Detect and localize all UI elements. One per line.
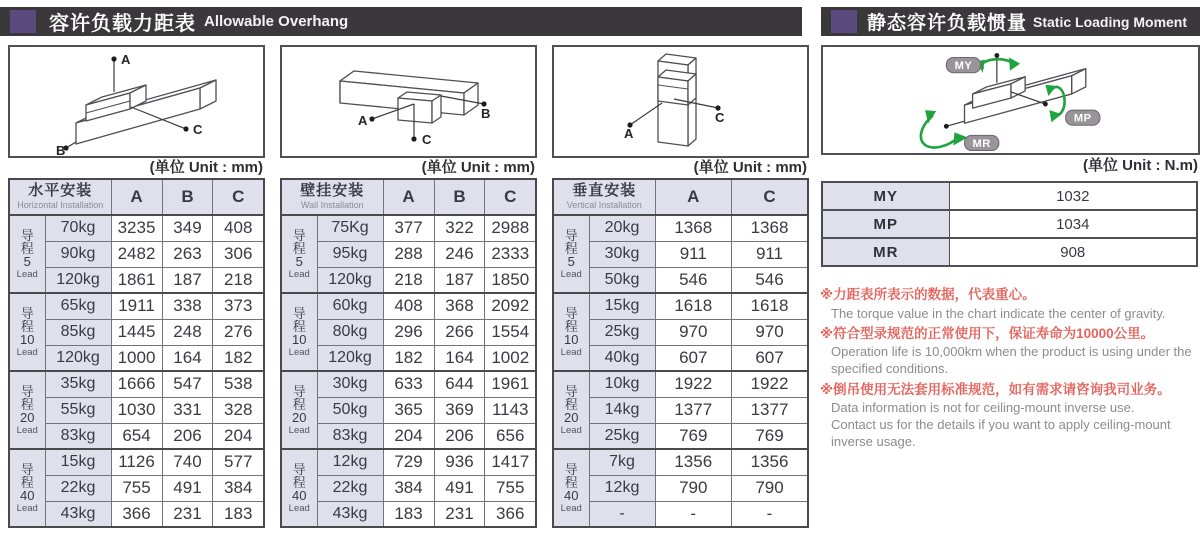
table-row: [553, 319, 808, 345]
weight-cell: 7kg: [589, 449, 655, 475]
weight-cell: 35kg: [45, 371, 111, 397]
table-row: [9, 449, 264, 475]
lead-cell: 导 程 20 Lead: [281, 371, 317, 449]
value-cell: 377: [383, 215, 434, 241]
table-title-cell: 水平安装 Horizontal Installation: [9, 179, 111, 215]
column-header: C: [485, 179, 536, 215]
header-row: [553, 179, 808, 215]
footnote-en: Operation life is 10,000km when the product is using under the: [831, 344, 1192, 360]
value-cell: 491: [162, 475, 213, 501]
lead-cell: 导 程 40 Lead: [553, 449, 589, 527]
point-label-a: A: [358, 113, 368, 128]
table-row: [281, 241, 536, 267]
footnote-zh: ※力距表所表示的数据，代表重心。: [820, 287, 1036, 302]
value-cell: 769: [732, 423, 809, 449]
value-cell: 1377: [655, 397, 731, 423]
weight-cell: 25kg: [589, 423, 655, 449]
value-cell: 231: [434, 501, 485, 527]
moment-value-cell: 1032: [949, 182, 1197, 210]
value-cell: 296: [383, 319, 434, 345]
value-cell: 408: [383, 293, 434, 319]
value-cell: 288: [383, 241, 434, 267]
value-cell: 349: [162, 215, 213, 241]
weight-cell: 83kg: [45, 423, 111, 449]
value-cell: 538: [213, 371, 264, 397]
weight-cell: 10kg: [589, 371, 655, 397]
value-cell: 970: [655, 319, 731, 345]
weight-cell: 12kg: [317, 449, 383, 475]
value-cell: 1377: [732, 397, 809, 423]
value-cell: 276: [213, 319, 264, 345]
section-title-zh: 静态容许负载惯量: [867, 13, 1028, 34]
diagram-static-moment: [821, 45, 1200, 155]
value-cell: 936: [434, 449, 485, 475]
section-title-en: Static Loading Moment: [1033, 13, 1188, 30]
value-cell: 187: [434, 267, 485, 293]
value-cell: 3235: [111, 215, 162, 241]
value-cell: 1445: [111, 319, 162, 345]
section-title-zh: 容许负载力距表: [49, 13, 196, 35]
section-title-en: Allowable Overhang: [204, 13, 349, 30]
value-cell: 970: [732, 319, 809, 345]
lead-cell: 导 程 10 Lead: [9, 293, 45, 371]
value-cell: 1850: [485, 267, 536, 293]
value-cell: 2988: [485, 215, 536, 241]
section-header-moment: [821, 7, 1200, 36]
lead-cell: 导 程 5 Lead: [553, 215, 589, 293]
section-header-overhang: [0, 7, 802, 36]
weight-cell: 20kg: [589, 215, 655, 241]
value-cell: 187: [162, 267, 213, 293]
footnote-zh: ※符合型录规范的正常使用下，保证寿命为10000公里。: [820, 325, 1155, 341]
value-cell: 1417: [485, 449, 536, 475]
value-cell: 384: [213, 475, 264, 501]
value-cell: 218: [383, 267, 434, 293]
lead-cell: 导 程 10 Lead: [553, 293, 589, 371]
column-horizontal: [8, 45, 265, 528]
value-cell: 1666: [111, 371, 162, 397]
table-row: [9, 475, 264, 501]
column-header: C: [732, 179, 809, 215]
overhang-table: [552, 178, 809, 528]
diagram-wall-installation: [280, 45, 537, 158]
value-cell: 204: [213, 423, 264, 449]
value-cell: 1356: [655, 449, 731, 475]
unit-label-mm: (单位 Unit : mm): [693, 159, 807, 176]
value-cell: -: [732, 501, 809, 527]
table-title-cell: 壁挂安装 Wall Installation: [281, 179, 383, 215]
mp-badge-label: MP: [1073, 112, 1092, 125]
value-cell: 373: [213, 293, 264, 319]
value-cell: 183: [213, 501, 264, 527]
wall-table-container: [280, 178, 537, 528]
weight-cell: 22kg: [45, 475, 111, 501]
value-cell: 338: [162, 293, 213, 319]
table-row: [281, 475, 536, 501]
weight-cell: 60kg: [317, 293, 383, 319]
value-cell: 1618: [732, 293, 809, 319]
value-cell: 2092: [485, 293, 536, 319]
table-row: [553, 423, 808, 449]
value-cell: 656: [485, 423, 536, 449]
table-row: [281, 267, 536, 293]
column-header: A: [111, 179, 162, 215]
table-row: [9, 319, 264, 345]
weight-cell: 15kg: [589, 293, 655, 319]
value-cell: 322: [434, 215, 485, 241]
value-cell: 790: [655, 475, 731, 501]
footnote: [820, 380, 1200, 451]
point-label-c: C: [715, 110, 725, 125]
weight-cell: 25kg: [589, 319, 655, 345]
weight-cell: 55kg: [45, 397, 111, 423]
diagram-vertical-installation: [552, 45, 809, 158]
weight-cell: 75Kg: [317, 215, 383, 241]
value-cell: 577: [213, 449, 264, 475]
mr-rotation-arrow: [921, 116, 959, 147]
lead-cell: 导 程 20 Lead: [9, 371, 45, 449]
weight-cell: 50kg: [589, 267, 655, 293]
column-wall: [280, 45, 537, 528]
value-cell: 644: [434, 371, 485, 397]
table-row: [281, 423, 536, 449]
value-cell: 1002: [485, 345, 536, 371]
table-row: [553, 345, 808, 371]
moment-row: [822, 182, 1197, 210]
purple-accent-square: [831, 10, 857, 33]
value-cell: 547: [162, 371, 213, 397]
table-row: [281, 371, 536, 397]
weight-cell: 80kg: [317, 319, 383, 345]
weight-cell: 95kg: [317, 241, 383, 267]
value-cell: 366: [111, 501, 162, 527]
column-header: B: [162, 179, 213, 215]
moment-row: [822, 238, 1197, 266]
table-row: [553, 475, 808, 501]
table-row: [553, 397, 808, 423]
value-cell: 607: [655, 345, 731, 371]
table-row: [9, 397, 264, 423]
column-header: B: [434, 179, 485, 215]
value-cell: 1618: [655, 293, 731, 319]
footnote-en: The torque value in the chart indicate the center of gravity.: [831, 305, 1166, 321]
lead-cell: 导 程 10 Lead: [281, 293, 317, 371]
table-row: [9, 267, 264, 293]
moment-rail-sketch: [823, 47, 1198, 153]
unit-label-mm: (单位 Unit : mm): [421, 159, 535, 176]
footnote: [820, 324, 1200, 378]
value-cell: 1554: [485, 319, 536, 345]
value-cell: 263: [162, 241, 213, 267]
value-cell: 729: [383, 449, 434, 475]
moment-label-cell: MP: [822, 210, 949, 238]
value-cell: 1368: [732, 215, 809, 241]
value-cell: 183: [383, 501, 434, 527]
value-cell: 1922: [732, 371, 809, 397]
value-cell: 369: [434, 397, 485, 423]
overhang-table: [8, 178, 265, 528]
value-cell: 384: [383, 475, 434, 501]
table-row: [9, 345, 264, 371]
table-row: [553, 215, 808, 241]
lead-cell: 导 程 40 Lead: [9, 449, 45, 527]
table-row: [281, 319, 536, 345]
value-cell: 1861: [111, 267, 162, 293]
column-header: A: [655, 179, 731, 215]
value-cell: 755: [485, 475, 536, 501]
value-cell: 755: [111, 475, 162, 501]
table-row: [553, 241, 808, 267]
value-cell: 1000: [111, 345, 162, 371]
value-cell: 1126: [111, 449, 162, 475]
footnotes: [820, 285, 1200, 453]
footnote-zh: ※倒吊使用无法套用标准规范，如有需求请咨询我司业务。: [820, 381, 1171, 397]
value-cell: 911: [732, 241, 809, 267]
weight-cell: 120kg: [317, 267, 383, 293]
lead-cell: 导 程 40 Lead: [281, 449, 317, 527]
footnote-en: specified conditions.: [831, 361, 949, 377]
table-row: [553, 371, 808, 397]
weight-cell: 22kg: [317, 475, 383, 501]
footnote-en: Contact us for the details if you want to apply ceiling-mount: [831, 417, 1171, 433]
value-cell: 248: [162, 319, 213, 345]
value-cell: 206: [434, 423, 485, 449]
table-row: [9, 215, 264, 241]
value-cell: 2482: [111, 241, 162, 267]
weight-cell: 120kg: [45, 267, 111, 293]
footnote-en: Data information is not for ceiling-mount inverse use.: [831, 400, 1135, 416]
value-cell: 246: [434, 241, 485, 267]
value-cell: 204: [383, 423, 434, 449]
value-cell: 368: [434, 293, 485, 319]
value-cell: 306: [213, 241, 264, 267]
value-cell: -: [655, 501, 731, 527]
value-cell: 1961: [485, 371, 536, 397]
weight-cell: 50kg: [317, 397, 383, 423]
value-cell: 408: [213, 215, 264, 241]
weight-cell: 12kg: [589, 475, 655, 501]
mr-badge-label: MR: [972, 138, 991, 151]
header-row: [281, 179, 536, 215]
footnote-en: inverse usage.: [831, 434, 916, 450]
table-row: [9, 371, 264, 397]
value-cell: 266: [434, 319, 485, 345]
value-cell: 1922: [655, 371, 731, 397]
value-cell: 164: [434, 345, 485, 371]
weight-cell: 43kg: [317, 501, 383, 527]
value-cell: 790: [732, 475, 809, 501]
table-row: [9, 423, 264, 449]
value-cell: 491: [434, 475, 485, 501]
point-label-c: C: [193, 122, 203, 137]
value-cell: 366: [485, 501, 536, 527]
moment-label-cell: MR: [822, 238, 949, 266]
column-vertical: [552, 45, 809, 528]
weight-cell: 43kg: [45, 501, 111, 527]
value-cell: 331: [162, 397, 213, 423]
lead-cell: 导 程 5 Lead: [9, 215, 45, 293]
value-cell: 206: [162, 423, 213, 449]
table-row: [281, 501, 536, 527]
moment-table-container: [821, 181, 1200, 267]
value-cell: 654: [111, 423, 162, 449]
value-cell: 218: [213, 267, 264, 293]
value-cell: 182: [213, 345, 264, 371]
weight-cell: 40kg: [589, 345, 655, 371]
weight-cell: 83kg: [317, 423, 383, 449]
table-row: [281, 215, 536, 241]
point-label-b: B: [481, 106, 491, 121]
value-cell: 633: [383, 371, 434, 397]
value-cell: 911: [655, 241, 731, 267]
weight-cell: 15kg: [45, 449, 111, 475]
point-label-c: C: [422, 132, 432, 147]
table-row: [553, 449, 808, 475]
lead-cell: 导 程 5 Lead: [281, 215, 317, 293]
value-cell: 365: [383, 397, 434, 423]
table-row: [553, 267, 808, 293]
moment-value-cell: 908: [949, 238, 1197, 266]
weight-cell: 120kg: [45, 345, 111, 371]
purple-accent-square: [10, 10, 36, 33]
weight-cell: 65kg: [45, 293, 111, 319]
weight-cell: 30kg: [589, 241, 655, 267]
value-cell: 1356: [732, 449, 809, 475]
moment-row: [822, 210, 1197, 238]
value-cell: 1911: [111, 293, 162, 319]
overhang-columns: [8, 45, 809, 528]
value-cell: 546: [655, 267, 731, 293]
value-cell: 164: [162, 345, 213, 371]
moment-table: [821, 181, 1198, 267]
unit-label-mm: (单位 Unit : mm): [149, 159, 263, 176]
value-cell: 182: [383, 345, 434, 371]
value-cell: 607: [732, 345, 809, 371]
weight-cell: 70kg: [45, 215, 111, 241]
table-row: [281, 293, 536, 319]
table-row: [9, 241, 264, 267]
point-label-b: B: [56, 143, 66, 156]
value-cell: 1143: [485, 397, 536, 423]
value-cell: 328: [213, 397, 264, 423]
column-header: A: [383, 179, 434, 215]
unit-label-nm: (单位 Unit : N.m): [1083, 157, 1198, 174]
overhang-table: [280, 178, 537, 528]
weight-cell: 90kg: [45, 241, 111, 267]
moment-value-cell: 1034: [949, 210, 1197, 238]
value-cell: 2333: [485, 241, 536, 267]
moment-label-cell: MY: [822, 182, 949, 210]
vertical-table-container: [552, 178, 809, 528]
lead-cell: 导 程 20 Lead: [553, 371, 589, 449]
horizontal-rail-sketch: [10, 47, 263, 156]
weight-cell: -: [589, 501, 655, 527]
table-title-cell: 垂直安装 Vertical Installation: [553, 179, 655, 215]
wall-rail-sketch: [282, 47, 535, 156]
table-row: [281, 397, 536, 423]
diagram-horizontal-installation: [8, 45, 265, 158]
footnote: [820, 285, 1200, 322]
horizontal-table-container: [8, 178, 265, 528]
weight-cell: 30kg: [317, 371, 383, 397]
header-row: [9, 179, 264, 215]
value-cell: 1030: [111, 397, 162, 423]
weight-cell: 120kg: [317, 345, 383, 371]
table-row: [553, 293, 808, 319]
weight-cell: 85kg: [45, 319, 111, 345]
weight-cell: 14kg: [589, 397, 655, 423]
vertical-rail-sketch: [554, 47, 807, 156]
value-cell: 740: [162, 449, 213, 475]
point-label-a: A: [624, 126, 634, 141]
value-cell: 769: [655, 423, 731, 449]
table-row: [9, 501, 264, 527]
value-cell: 546: [732, 267, 809, 293]
my-badge-label: MY: [954, 60, 973, 73]
point-label-a: A: [121, 52, 131, 67]
table-row: [281, 345, 536, 371]
column-header: C: [213, 179, 264, 215]
value-cell: 231: [162, 501, 213, 527]
table-row: [281, 449, 536, 475]
table-row: [9, 293, 264, 319]
value-cell: 1368: [655, 215, 731, 241]
table-row: [553, 501, 808, 527]
